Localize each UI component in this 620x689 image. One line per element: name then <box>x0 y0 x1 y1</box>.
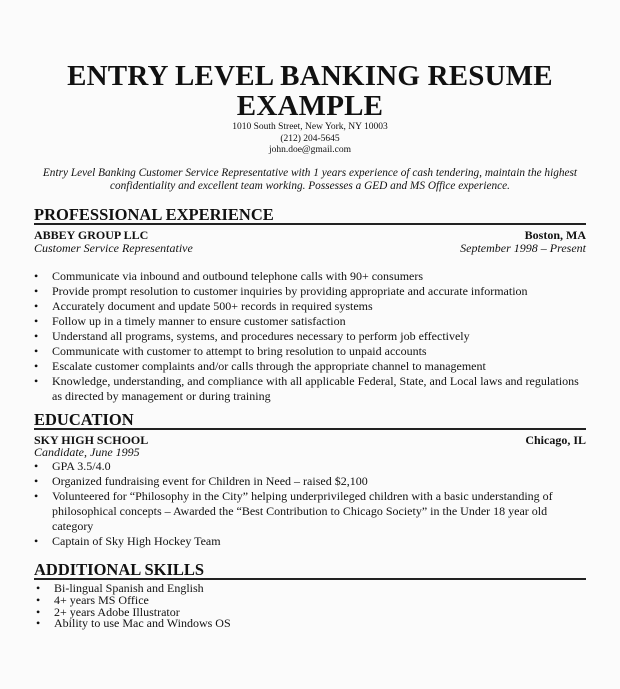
list-item-text: Volunteered for “Philosophy in the City” helping underprivileged children with a basic understanding of philosophical concepts – Awarded the “Best Contribution to Chicago Society” in the Under 18 year old category <box>52 489 553 533</box>
bullet-icon: • <box>34 489 39 503</box>
experience-bullets <box>34 269 589 404</box>
job-location: Boston, MA <box>524 228 586 242</box>
bullet-icon: • <box>34 269 39 283</box>
summary-line: Entry Level Banking Customer Service Representative with 1 years experience of cash tendering, maintain the highest <box>42 167 578 179</box>
school: SKY HIGH SCHOOL <box>34 433 149 447</box>
phone: (212) 204-5645 <box>280 133 340 144</box>
email: john.doe@gmail.com <box>268 145 352 155</box>
list-item-text: Accurately document and update 500+ records in required systems <box>52 299 373 313</box>
bullet-icon: • <box>36 604 41 619</box>
role-row <box>34 242 586 256</box>
contact-info <box>0 122 620 157</box>
job-dates: September 1998 – Present <box>460 241 586 255</box>
company: ABBEY GROUP LLC <box>34 228 149 242</box>
bullet-icon: • <box>34 299 39 313</box>
list-item <box>34 359 589 374</box>
address: 1010 South Street, New York, NY 10003 <box>232 122 388 132</box>
list-item-text: Bi-lingual Spanish and English <box>54 581 204 595</box>
bullet-icon: • <box>36 581 41 595</box>
section-heading-skills: ADDITIONAL SKILLS <box>34 561 586 580</box>
section-heading-experience: PROFESSIONAL EXPERIENCE <box>34 206 586 225</box>
bullet-icon: • <box>34 534 39 548</box>
school-location: Chicago, IL <box>525 433 586 447</box>
list-item-text: Communicate with customer to attempt to bring resolution to unpaid accounts <box>52 344 427 358</box>
list-item-text: Provide prompt resolution to customer inquiries by providing appropriate and accurate information <box>52 284 528 298</box>
education-bullets <box>34 459 569 549</box>
resume-title <box>0 61 620 121</box>
list-item-text: Ability to use Mac and Windows OS <box>54 616 231 631</box>
list-item <box>34 284 589 299</box>
bullet-icon: • <box>34 314 39 328</box>
skills-bullets <box>36 583 576 630</box>
list-item <box>34 329 589 344</box>
section-heading-education: EDUCATION <box>34 411 586 430</box>
list-item-text: Organized fundraising event for Children in Need – raised $2,100 <box>52 474 368 488</box>
bullet-icon: • <box>34 284 39 298</box>
bullet-icon: • <box>36 592 41 607</box>
title-line: EXAMPLE <box>236 90 384 122</box>
bullet-icon: • <box>34 374 39 388</box>
candidate-status: Candidate, June 1995 <box>34 445 140 459</box>
bullet-icon: • <box>34 329 39 343</box>
list-item <box>34 459 569 474</box>
list-item-text: GPA 3.5/4.0 <box>52 459 111 473</box>
list-item-text: Communicate via inbound and outbound telephone calls with 90+ consumers <box>52 269 424 283</box>
list-item-text: Escalate customer complaints and/or calls through the appropriate channel to management <box>52 359 486 373</box>
education-status <box>34 446 586 460</box>
list-item-text: Knowledge, understanding, and compliance with all applicable Federal, State, and Local laws and regulations as directed by management or during training <box>52 374 579 403</box>
list-item-text: Understand all programs, systems, and procedures necessary to perform job effectively <box>52 329 470 343</box>
list-item-text: 2+ years Adobe Illustrator <box>54 604 180 619</box>
list-item <box>36 618 576 630</box>
summary <box>30 167 590 193</box>
list-item <box>34 489 569 534</box>
list-item <box>34 344 589 359</box>
bullet-icon: • <box>34 474 39 488</box>
bullet-icon: • <box>34 344 39 358</box>
summary-line: confidentiality and excellent team working. Possesses a GED and MS Office experience. <box>110 180 510 192</box>
list-item-text: Follow up in a timely manner to ensure customer satisfaction <box>52 314 346 328</box>
list-item <box>34 374 589 404</box>
list-item <box>34 534 569 549</box>
list-item <box>34 314 589 329</box>
list-item-text: 4+ years MS Office <box>54 592 149 607</box>
list-item <box>34 474 569 489</box>
list-item-text: Captain of Sky High Hockey Team <box>52 534 221 548</box>
bullet-icon: • <box>36 616 41 631</box>
list-item <box>34 299 589 314</box>
bullet-icon: • <box>34 359 39 373</box>
list-item <box>34 269 589 284</box>
job-role: Customer Service Representative <box>34 241 193 255</box>
title-line: ENTRY LEVEL BANKING RESUME <box>67 60 553 92</box>
bullet-icon: • <box>34 459 39 473</box>
